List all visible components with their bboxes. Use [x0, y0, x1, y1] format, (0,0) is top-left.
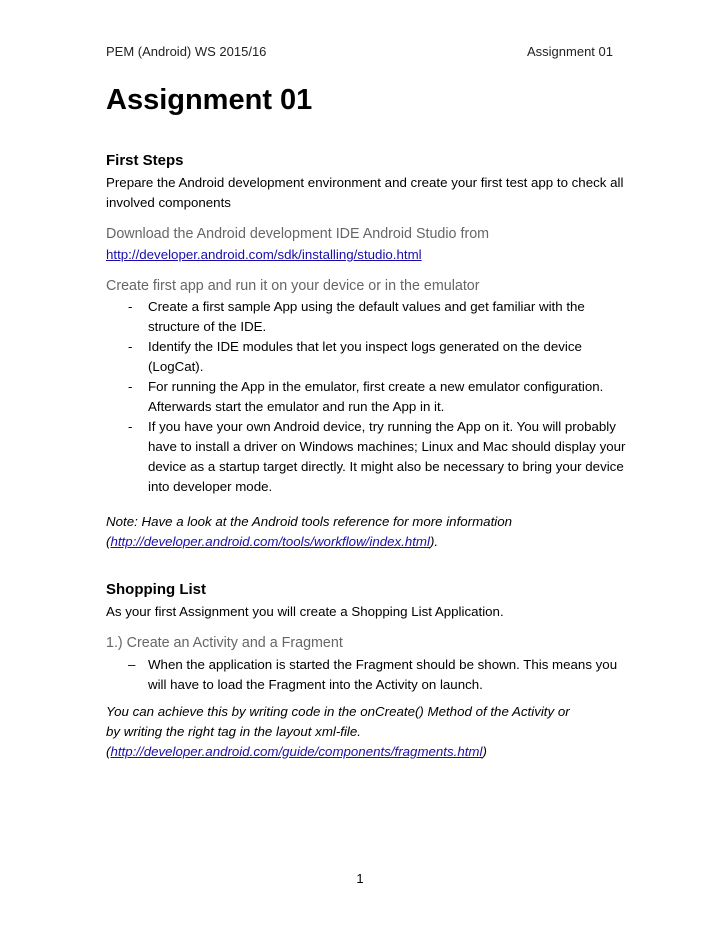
create-app-heading: Create first app and run it on your device or in the emulator [106, 278, 480, 294]
list-bullet: - [128, 339, 133, 354]
shopping-list-intro: As your first Assignment you will create a Shopping List Application. [106, 604, 504, 619]
hint-paren-open: ( [106, 744, 111, 759]
list-item [106, 337, 626, 377]
header-assignment: Assignment 01 [527, 44, 613, 59]
android-studio-link[interactable]: http://developer.android.com/sdk/installing/studio.html [106, 247, 422, 262]
list-bullet: – [128, 657, 136, 672]
list-bullet: - [128, 379, 133, 394]
list-item-text: For running the App in the emulator, first create a new emulator configuration. Afterwards start the emulator and run the App in it. [148, 379, 604, 414]
list-item [106, 655, 626, 695]
list-item [106, 377, 626, 417]
first-steps-list [106, 297, 626, 497]
tools-workflow-link[interactable]: http://developer.android.com/tools/workflow/index.html [110, 534, 430, 549]
hint-line-1: You can achieve this by writing code in the onCreate() Method of the Activity or [106, 704, 570, 719]
page-number: 1 [356, 871, 364, 886]
fragments-guide-link[interactable]: http://developer.android.com/guide/components/fragments.html [110, 744, 483, 759]
heading-first-steps: First Steps [106, 152, 184, 169]
list-bullet: - [128, 419, 133, 434]
first-steps-intro: Prepare the Android development environment and create your first test app to check all involved components [106, 175, 624, 210]
list-item-text: If you have your own Android device, try running the App on it. You will probably have to install a driver on Windows machines; Linux and Mac should display your device as a startup target directly. It might also be necessary to bring your device into developer mode. [148, 419, 626, 494]
list-bullet: - [128, 299, 133, 314]
shopping-list-items [106, 655, 626, 695]
note-paren-close: ). [429, 534, 439, 549]
list-item-text: Identify the IDE modules that let you inspect logs generated on the device (LogCat). [148, 339, 582, 374]
list-item-text: When the application is started the Fragment should be shown. This means you will have to load the Fragment into the Activity on launch. [148, 657, 618, 692]
step1-heading: 1.) Create an Activity and a Fragment [106, 635, 343, 651]
note-paren-open: ( [106, 534, 111, 549]
fragment-hint [106, 702, 626, 762]
hint-line-2: by writing the right tag in the layout xml-file. [106, 724, 361, 739]
heading-shopping-list: Shopping List [106, 581, 206, 598]
list-item-text: Create a first sample App using the default values and get familiar with the structure of the IDE. [148, 299, 585, 334]
page-title: Assignment 01 [106, 84, 313, 116]
list-item [106, 417, 626, 497]
tools-note [106, 512, 626, 552]
list-item [106, 297, 626, 337]
download-heading: Download the Android development IDE Android Studio from [106, 226, 490, 242]
note-text: Note: Have a look at the Android tools reference for more information [106, 514, 513, 529]
hint-paren-close: ) [482, 744, 487, 759]
header-course: PEM (Android) WS 2015/16 [106, 44, 267, 59]
